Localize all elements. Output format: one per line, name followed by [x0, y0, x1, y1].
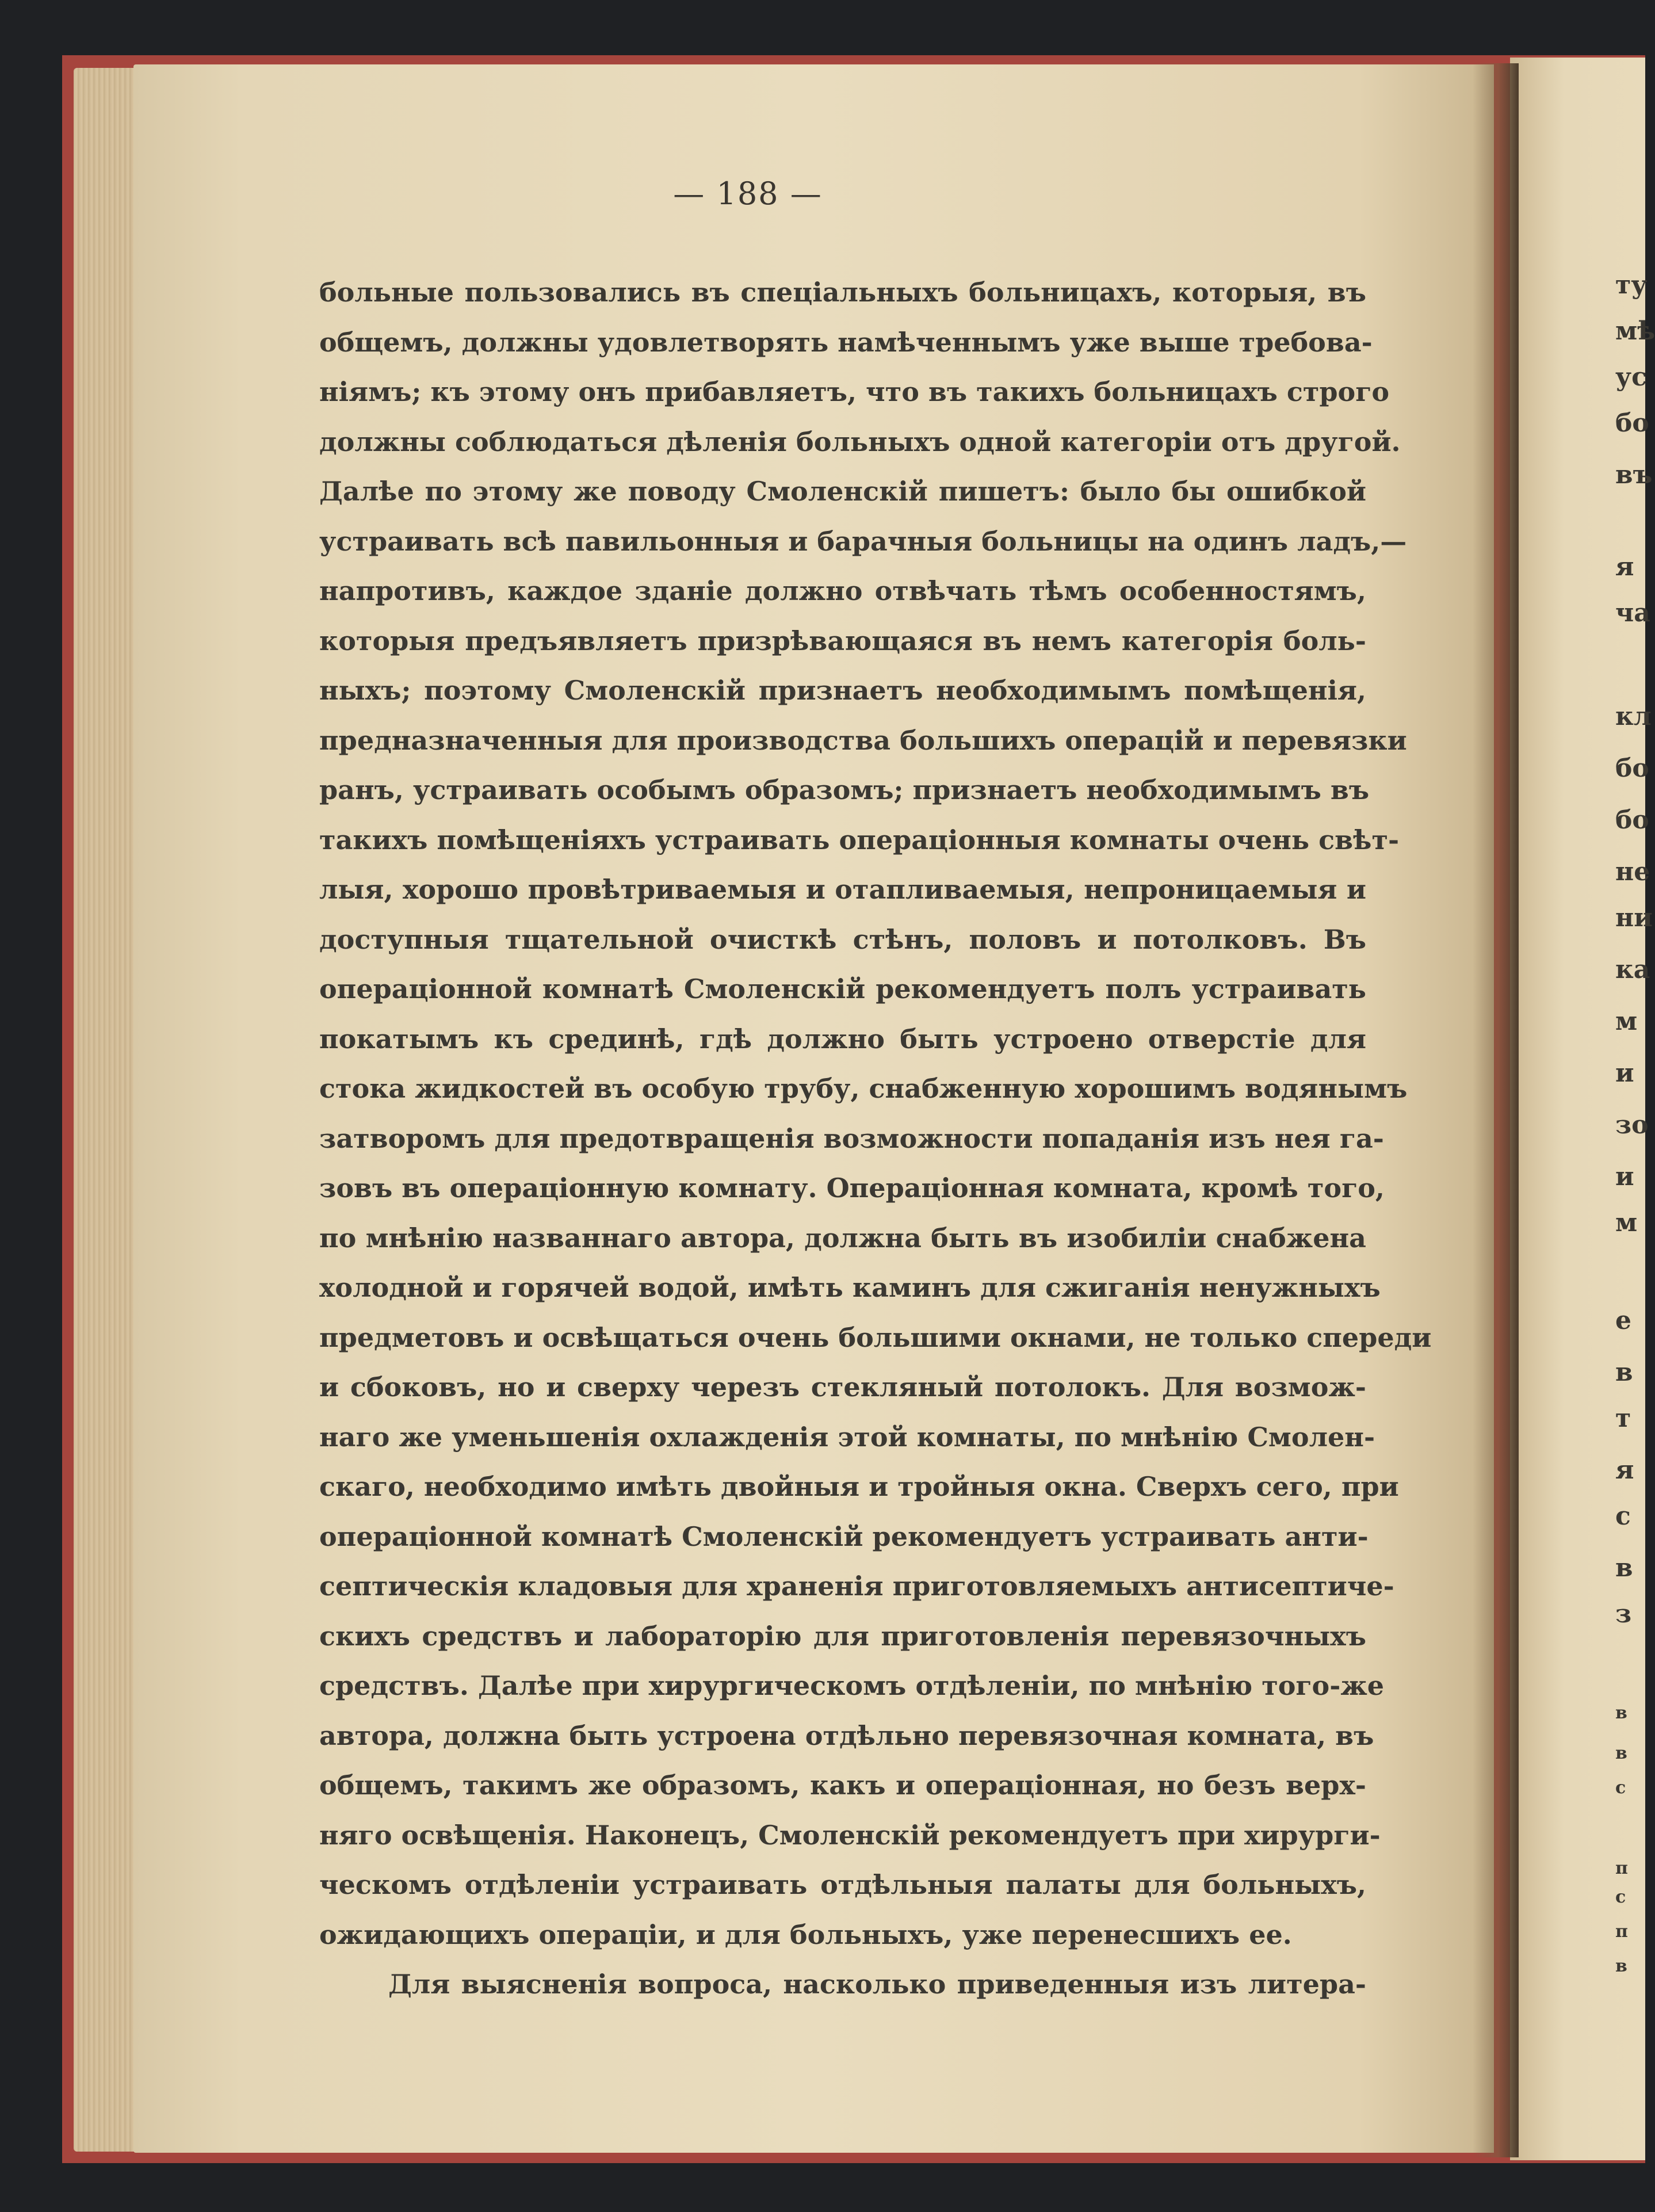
- text-line: которыя предъявляетъ призрѣвающаяся въ немъ категорія боль-: [319, 625, 1366, 656]
- text-line: доступныя тщательной очисткѣ стѣнъ, половъ и потолковъ. Въ: [319, 923, 1366, 955]
- facing-page-fragment: в: [1615, 1743, 1627, 1763]
- text-line: скаго, необходимо имѣть двойныя и тройныя окна. Сверхъ сего, при: [319, 1471, 1399, 1502]
- facing-page-fragment: и: [1615, 1162, 1634, 1191]
- facing-page-fragment: бо: [1615, 805, 1649, 835]
- facing-page-fragment: в: [1615, 1553, 1633, 1583]
- facing-page-fragment: ча: [1615, 598, 1650, 628]
- text-line: лыя, хорошо провѣтриваемыя и отапливаемыя, непроницаемыя и: [319, 874, 1366, 905]
- text-line: ческомъ отдѣленіи устраивать отдѣльныя палаты для больныхъ,: [319, 1869, 1366, 1900]
- text-line: стока жидкостей въ особую трубу, снабженную хорошимъ водянымъ: [319, 1073, 1408, 1104]
- facing-page-fragment: ус: [1615, 362, 1647, 392]
- text-line: предназначенныя для производства большихъ операцій и перевязки: [319, 724, 1407, 756]
- facing-page-fragment: ту: [1615, 270, 1648, 300]
- text-line: операціонной комнатѣ Смоленскій рекомендуетъ полъ устраивать: [319, 973, 1366, 1004]
- text-line: Для выясненія вопроса, насколько приведенныя изъ литера-: [388, 1969, 1366, 2000]
- facing-page-fragment: и: [1615, 1059, 1634, 1088]
- text-line: няго освѣщенія. Наконецъ, Смоленскій рекомендуетъ при хирурги-: [319, 1819, 1381, 1851]
- text-line: наго же уменьшенія охлажденія этой комнаты, по мнѣнію Смолен-: [319, 1421, 1375, 1453]
- text-line: автора, должна быть устроена отдѣльно перевязочная комната, въ: [319, 1720, 1374, 1751]
- text-line: скихъ средствъ и лабораторію для приготовленія перевязочныхъ: [319, 1620, 1366, 1652]
- facing-page-fragment: с: [1615, 1887, 1626, 1907]
- text-line: общемъ, такимъ же образомъ, какъ и операціонная, но безъ верх-: [319, 1770, 1366, 1801]
- facing-page-fragment: зо: [1615, 1110, 1649, 1140]
- text-line: ныхъ; поэтому Смоленскій признаетъ необходимымъ помѣщенія,: [319, 675, 1366, 706]
- facing-page-fragment: с: [1615, 1502, 1631, 1531]
- text-line: средствъ. Далѣе при хирургическомъ отдѣленіи, по мнѣнію того-же: [319, 1670, 1385, 1701]
- text-line: ожидающихъ операціи, и для больныхъ, уже перенесшихъ ее.: [319, 1919, 1292, 1950]
- facing-page-fragment: мѣ: [1615, 316, 1655, 346]
- text-line: покатымъ къ срединѣ, гдѣ должно быть устроено отверстіе для: [319, 1023, 1366, 1055]
- text-line: общемъ, должны удовлетворять намѣченнымъ уже выше требова-: [319, 326, 1373, 358]
- facing-page-fragment: п: [1615, 1858, 1628, 1878]
- text-line: и сбоковъ, но и сверху черезъ стекляный потолокъ. Для возмож-: [319, 1371, 1366, 1403]
- text-line: ніямъ; къ этому онъ прибавляетъ, что въ такихъ больницахъ строго: [319, 376, 1390, 407]
- facing-page-fragment: кл: [1615, 702, 1652, 731]
- page-edges: [74, 68, 142, 2152]
- text-line: септическія кладовыя для храненія приготовляемыхъ антисептиче-: [319, 1571, 1394, 1602]
- facing-page-fragment: в: [1615, 1703, 1627, 1723]
- facing-page-fragment: с: [1615, 1778, 1626, 1798]
- text-line: напротивъ, каждое зданіе должно отвѣчать тѣмъ особенностямъ,: [319, 575, 1366, 606]
- facing-page-fragment: бо: [1615, 754, 1649, 783]
- text-line: ранъ, устраивать особымъ образомъ; признаетъ необходимымъ въ: [319, 774, 1370, 805]
- text-line: предметовъ и освѣщаться очень большими окнами, не только спереди: [319, 1321, 1432, 1353]
- facing-page-fragment: ни: [1615, 903, 1653, 933]
- book-gutter: [1473, 63, 1519, 2157]
- facing-page-fragment: бо: [1615, 408, 1649, 438]
- text-line: холодной и горячей водой, имѣть каминъ для сжиганія ненужныхъ: [319, 1272, 1381, 1303]
- facing-page-fragment: въ: [1615, 460, 1653, 490]
- text-line: должны соблюдаться дѣленія больныхъ одной категоріи отъ другой.: [319, 426, 1401, 457]
- text-line: такихъ помѣщеніяхъ устраивать операціонныя комнаты очень свѣт-: [319, 824, 1400, 855]
- text-line: операціонной комнатѣ Смоленскій рекомендуетъ устраивать анти-: [319, 1520, 1369, 1552]
- facing-page-fragment: я: [1615, 1455, 1634, 1485]
- facing-page-fragment: м: [1615, 1007, 1638, 1036]
- text-line: устраивать всѣ павильонныя и барачныя больницы на одинъ ладъ,—: [319, 525, 1407, 557]
- facing-page-fragment: в: [1615, 1956, 1627, 1976]
- body-text: [319, 268, 1432, 2009]
- facing-page-fragment: м: [1615, 1208, 1638, 1237]
- text-line: затворомъ для предотвращенія возможности попаданія изъ нея га-: [319, 1122, 1384, 1154]
- page-number: — 188 —: [673, 175, 823, 212]
- text-line: Далѣе по этому же поводу Смоленскій пишетъ: было бы ошибкой: [319, 476, 1366, 507]
- facing-page-fragment: е: [1615, 1306, 1631, 1335]
- text-line: зовъ въ операціонную комнату. Операціонная комната, кромѣ того,: [319, 1172, 1385, 1204]
- facing-page-fragment: п: [1615, 1921, 1628, 1942]
- facing-page-fragment: ка: [1615, 955, 1650, 984]
- facing-page-fragment: я: [1615, 552, 1634, 582]
- facing-page-fragment: в: [1615, 1358, 1633, 1387]
- facing-page-fragment: з: [1615, 1599, 1632, 1629]
- facing-page-fragment: т: [1615, 1404, 1631, 1433]
- facing-page-fragment: не: [1615, 857, 1650, 887]
- text-line: по мнѣнію названнаго автора, должна быть въ изобиліи снабжена: [319, 1222, 1366, 1254]
- text-line: больные пользовались въ спеціальныхъ больницахъ, которыя, въ: [319, 277, 1366, 308]
